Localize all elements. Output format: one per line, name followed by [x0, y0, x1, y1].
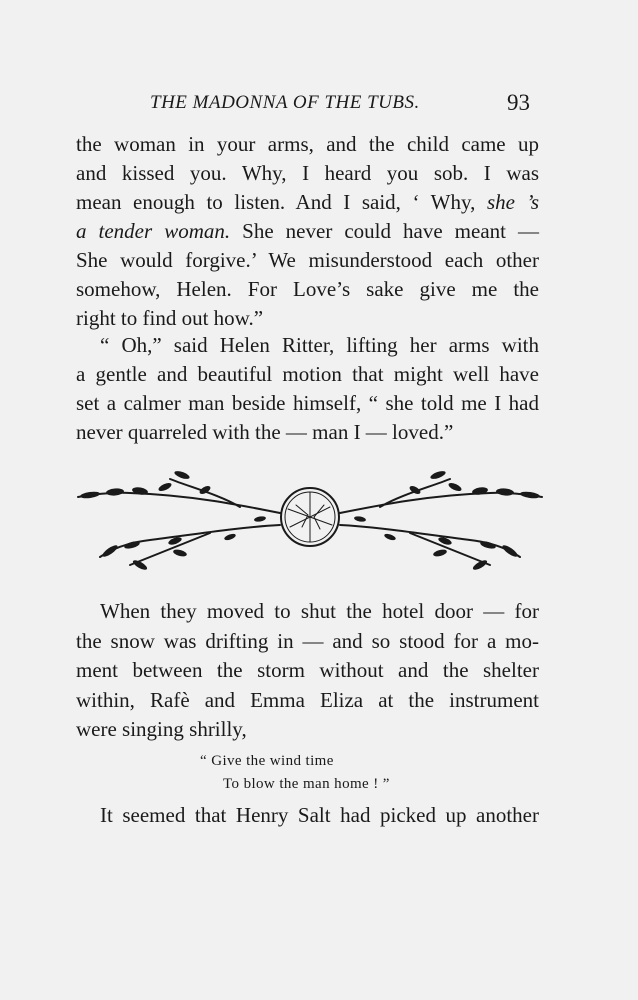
text-line: were singing shrilly,: [76, 717, 247, 741]
text-line: right to find out how.”: [76, 306, 264, 330]
text-line: a gentle and beautiful motion that might well have: [76, 362, 539, 386]
text-line: the snow was drifting in — and so stood for a mo-: [76, 628, 539, 653]
text-line: [76, 188, 539, 217]
text-segment: She never could have meant —: [242, 219, 540, 243]
text-line: set a calmer man beside himself, “ she told me I had: [76, 391, 539, 415]
song-quotation: [200, 750, 390, 796]
text-line: “ Oh,” said Helen Ritter, lifting her arms with: [100, 333, 539, 357]
floral-ornament: [70, 465, 550, 585]
text-line: She would forgive.’ We misunderstood each other: [76, 248, 539, 272]
running-title: THE MADONNA OF THE TUBS.: [150, 92, 420, 113]
text-line: within, Rafè and Emma Eliza at the instrument: [76, 687, 539, 712]
text-line: and kissed you. Why, I heard you sob. I was: [76, 161, 539, 185]
text-line: ment between the storm without and the shelter: [76, 658, 539, 682]
italic-text: she ’s: [486, 190, 539, 214]
song-line: To blow the man home ! ”: [223, 776, 390, 792]
text-line: somehow, Helen. For Love’s sake give me the: [76, 277, 539, 301]
page-header: [0, 90, 638, 120]
text-line: It seemed that Henry Salt had picked up another: [100, 803, 539, 827]
italic-text: a tender woman.: [76, 219, 231, 243]
text-segment: mean enough to listen. And I said, ‘ Why,: [76, 190, 487, 214]
page-number: 93: [507, 90, 530, 115]
song-line: “ Give the wind time: [200, 753, 334, 769]
paragraph-narrative: [76, 597, 539, 745]
text-line: the woman in your arms, and the child came up: [76, 132, 539, 156]
paragraph-continued: [76, 130, 539, 333]
text-line: never quarreled with the — man I — loved.”: [76, 420, 454, 444]
paragraph-final: [76, 801, 539, 830]
paragraph-dialogue: [76, 331, 539, 447]
text-segment: [230, 219, 242, 243]
text-line: [76, 217, 539, 246]
text-line: When they moved to shut the hotel door — for: [100, 599, 539, 623]
